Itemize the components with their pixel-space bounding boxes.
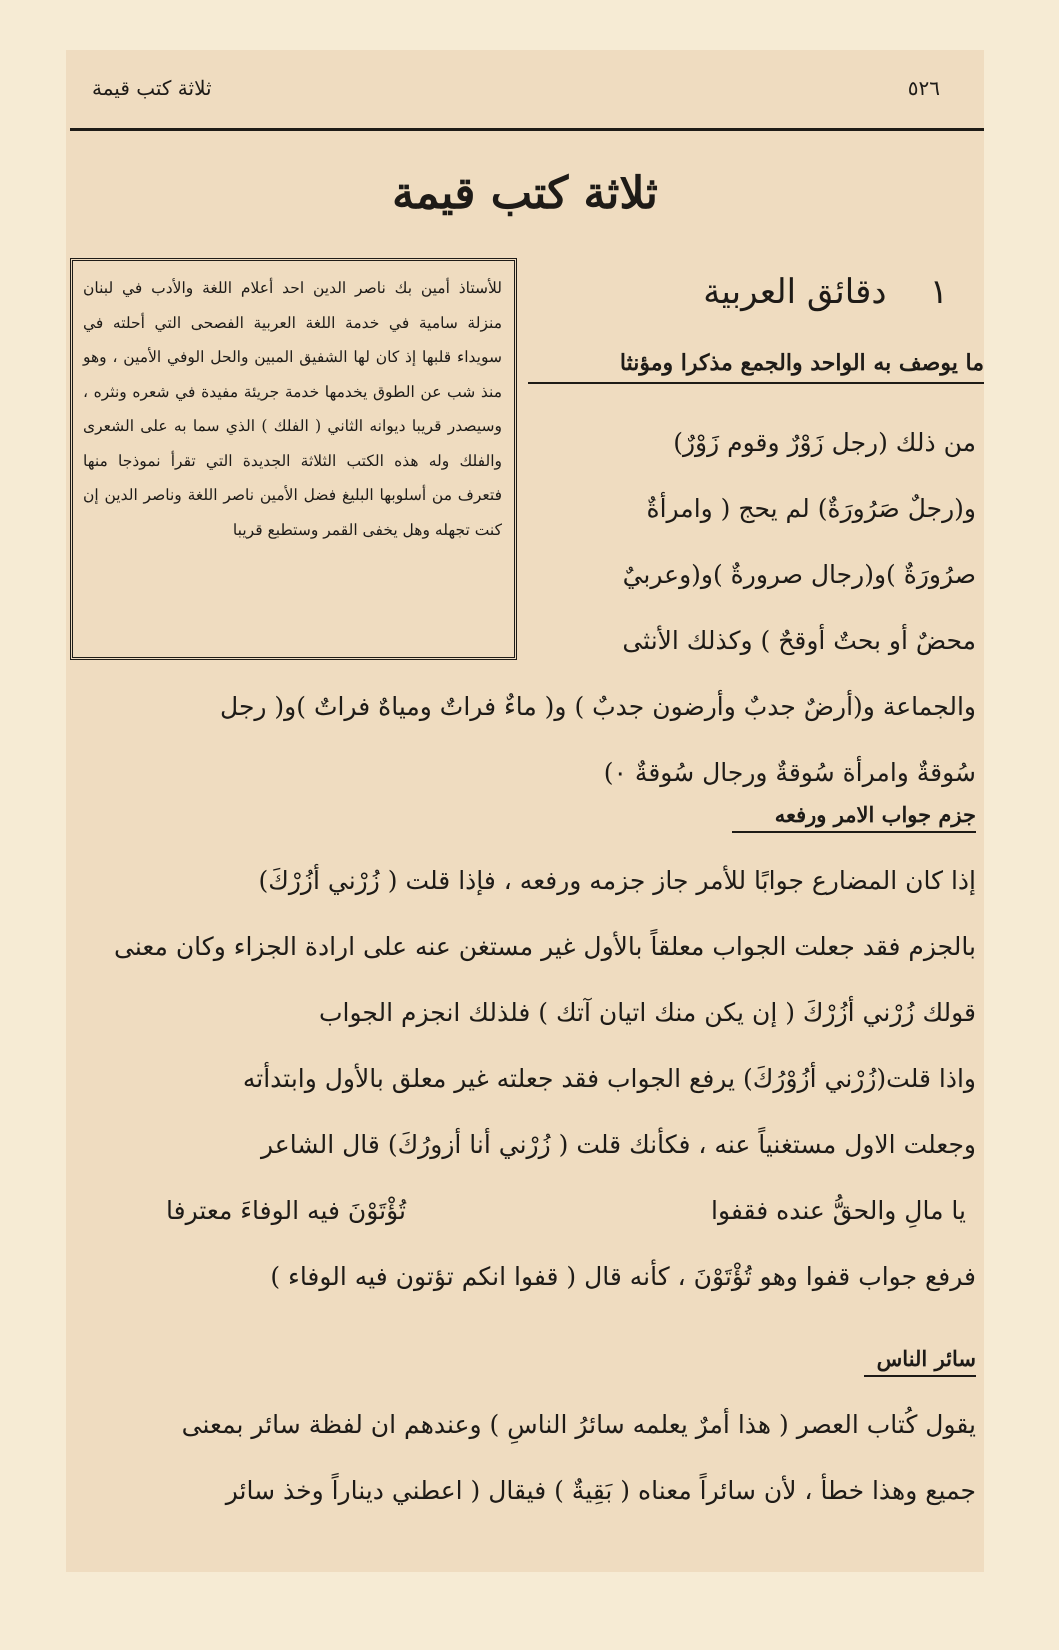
text-line: سُوقةٌ وامرأة سُوقةٌ ورجال سُوقةٌ ٠) <box>603 758 976 787</box>
author-box-text: للأستاذ أمين بك ناصر الدين احد أعلام اللغة والأدب في لبنان منزلة سامية في خدمة اللغة العربية الفصحى التي أحلته في سويداء قلبها إذ كان لها الشفيق المبين والحل الوفي الأمين ، وهو منذ شب عن الطوق يخدمها خدمة جريئة مفيدة في شعره ونثره ، وسيصدر قريبا ديوانه الثاني ( الفلك ) الذي سما به على الشعرى والفلك وله هذه الكتب الثلاثة الجديدة التي تقرأ نموذجا منها فتعرف من أسلوبها البليغ فضل الأمين ناصر اللغة وناصر الدين إن كنت تجهله وهل يخفى القمر وستطبع قريبا <box>83 279 502 539</box>
article-title: ثلاثة كتب قيمة <box>392 168 658 219</box>
text-line: والجماعة و(أرضٌ جدبٌ وأرضون جدبٌ ) و( ماءٌ فراتٌ ومياهٌ فراتٌ )و( رجل <box>220 692 976 721</box>
page-header <box>92 68 940 108</box>
section-1-title-text: دقائق العربية <box>703 272 887 312</box>
text-line: بالجزم فقد جعلت الجواب معلقاً بالأول غير مستغن عنه على ارادة الجزاء وكان معنى <box>114 932 976 961</box>
text-line: فرفع جواب قفوا وهو تُؤْتَوْنَ ، كأنه قال ( قفوا انكم تؤتون فيه الوفاء ) <box>270 1262 976 1291</box>
header-rule <box>70 128 984 131</box>
section-3-text <box>66 1392 984 1524</box>
verse-second-hemistich: تُؤْتَوْنَ فيه الوفاءَ معترفا <box>166 1196 407 1225</box>
verse-first-hemistich: يا مالِ والحقُّ عنده فقفوا <box>711 1196 966 1225</box>
text-line: جميع وهذا خطأ ، لأن سائراً معناه ( بَقِيةٌ ) فيقال ( اعطني ديناراً وخذ سائر <box>225 1476 976 1505</box>
author-box <box>70 258 517 660</box>
section-3-subhead: سائر الناس <box>864 1346 976 1377</box>
text-line: محضٌ أو بحتٌ أوقحٌ ) وكذلك الأنثى <box>622 626 976 655</box>
section-2-subhead: جزم جواب الامر ورفعه <box>732 802 976 833</box>
text-line: واذا قلت(زُرْني أزُوْرُكَ) يرفع الجواب فقد جعلته غير معلق بالأول وابتدأته <box>242 1064 976 1093</box>
section-1-subhead: ما يوصف به الواحد والجمع مذكرا ومؤنثا <box>528 350 984 384</box>
book-page <box>66 50 984 1572</box>
section-1-full-text <box>66 674 984 806</box>
section-1-number: ١ <box>929 272 948 312</box>
text-line: يقول كُتاب العصر ( هذا أمرٌ يعلمه سائرُ الناسِ ) وعندهم ان لفظة سائر بمعنى <box>181 1410 976 1439</box>
text-line: قولك زُرْني أزُرْكَ ( إن يكن منك اتيان آتك ) فلذلك انجزم الجواب <box>318 998 976 1027</box>
section-1-title <box>538 272 978 312</box>
running-title: ثلاثة كتب قيمة <box>92 76 212 100</box>
section-2-text <box>66 848 984 1310</box>
section-1-column-text <box>544 410 984 674</box>
text-line: و(رجلٌ صَرُورَةٌ) لم يحج ( وامرأةٌ <box>646 494 976 523</box>
text-line: وجعلت الاول مستغنياً عنه ، فكأنك قلت ( زُرْني أنا أزورُكَ) قال الشاعر <box>261 1130 976 1159</box>
verse-line <box>66 1178 976 1244</box>
page-number: ٥٢٦ <box>907 76 940 100</box>
text-line: إذا كان المضارع جوابًا للأمر جاز جزمه ورفعه ، فإذا قلت ( زُرْني أزُرْكَ) <box>258 866 976 895</box>
text-line: صرُورَةٌ )و(رجال صرورةٌ )و(وعربيٌ <box>622 560 976 589</box>
text-line: من ذلك (رجل زَوْرٌ وقوم زَوْرٌ) <box>673 428 976 457</box>
